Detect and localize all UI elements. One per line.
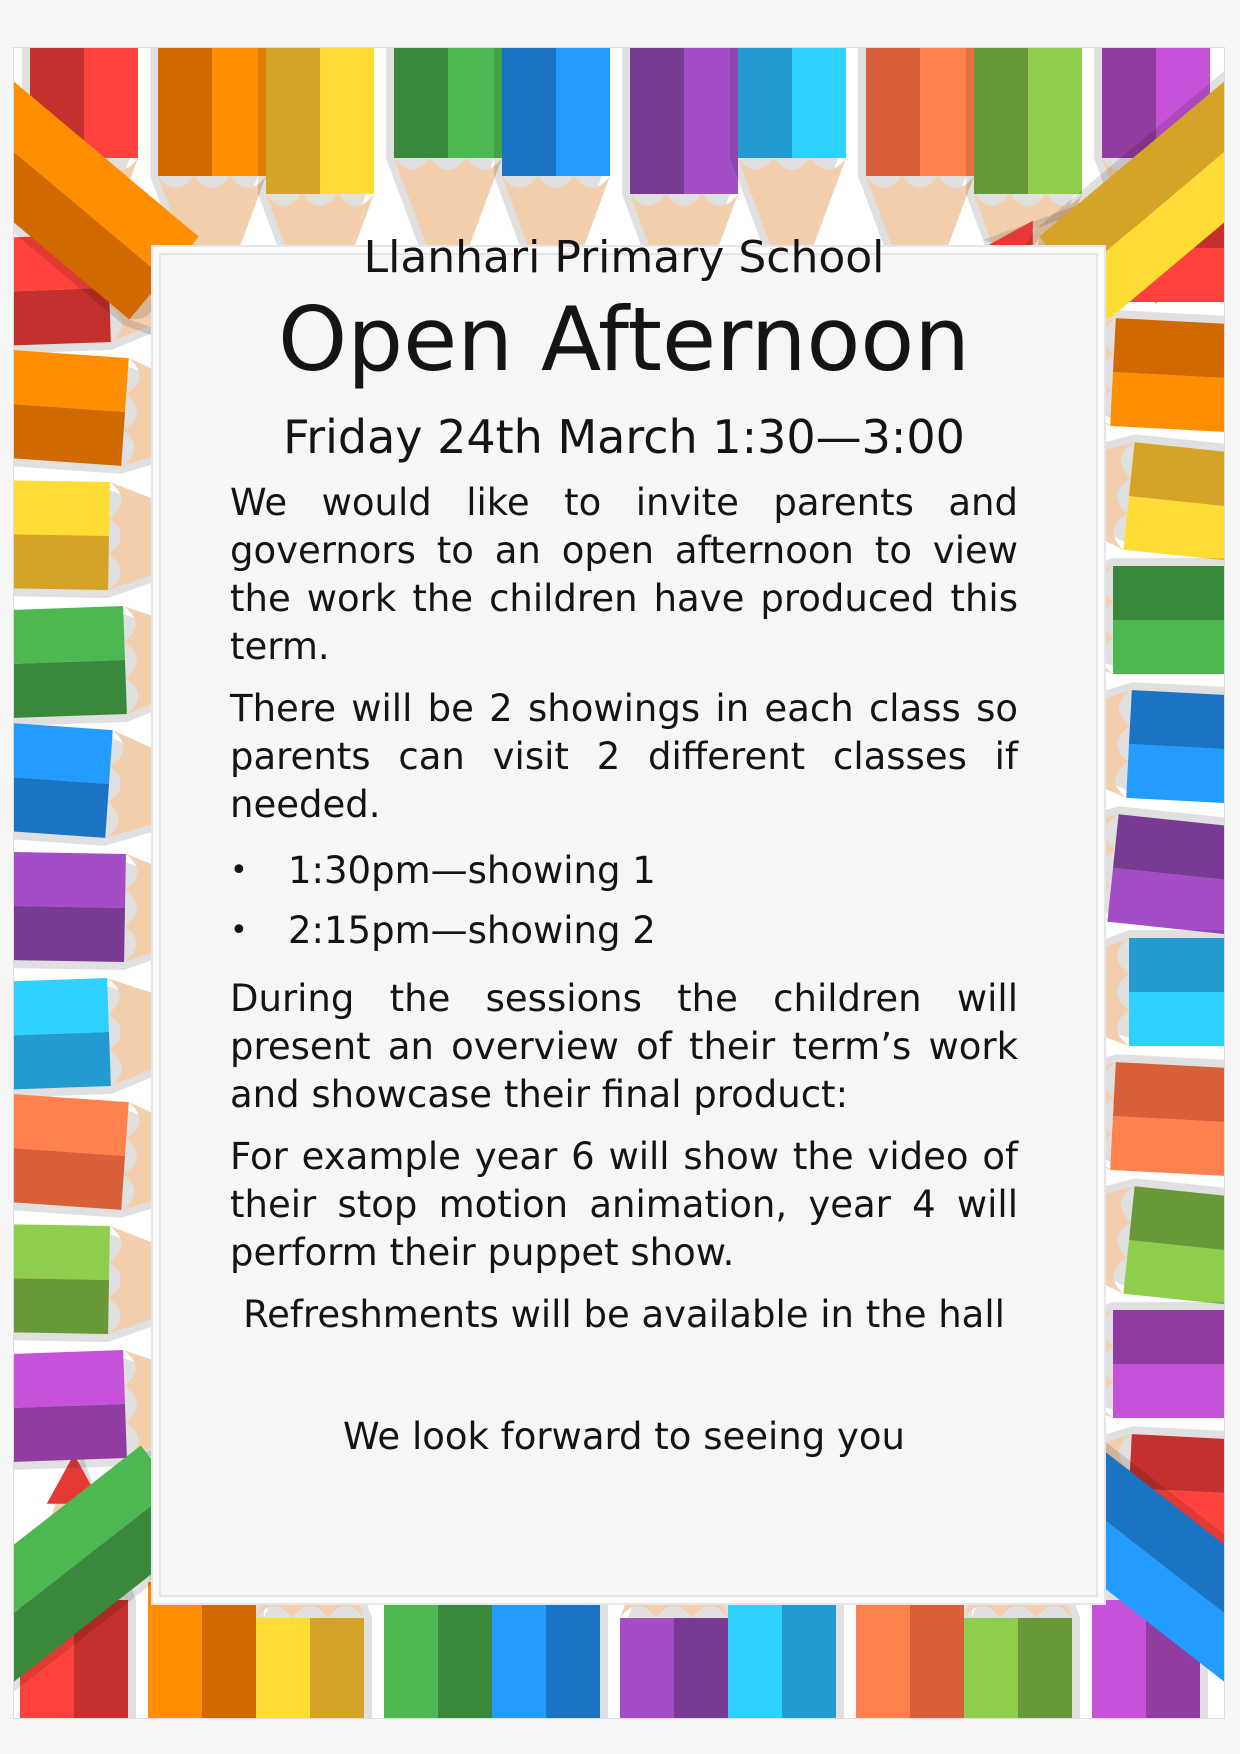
bullet-icon: • bbox=[230, 913, 248, 949]
school-name: Llanhari Primary School bbox=[363, 232, 885, 283]
showing-label: 2:15pm—showing 2 bbox=[288, 909, 656, 953]
closing-line: We look forward to seeing you bbox=[343, 1415, 905, 1459]
showing-label: 1:30pm—showing 1 bbox=[288, 849, 656, 893]
showings-list bbox=[230, 841, 1018, 961]
example-paragraph: For example year 6 will show the video of their stop motion animation, year 4 will perform their puppet show. bbox=[230, 1135, 1018, 1275]
showings-intro-paragraph: There will be 2 showings in each class so parents can visit 2 different classes if needed. bbox=[230, 687, 1018, 827]
poster-content bbox=[230, 232, 1018, 1461]
bullet-icon: • bbox=[230, 853, 248, 889]
event-datetime: Friday 24th March 1:30—3:00 bbox=[283, 409, 965, 464]
list-item bbox=[230, 901, 1018, 961]
sessions-paragraph: During the sessions the children will present an overview of their term’s work and showcase their final product: bbox=[230, 977, 1018, 1117]
list-item bbox=[230, 841, 1018, 901]
event-title: Open Afternoon bbox=[277, 287, 970, 391]
refreshments-note: Refreshments will be available in the hall bbox=[243, 1293, 1005, 1337]
invite-paragraph: We would like to invite parents and governors to an open afternoon to view the work the children have produced this term. bbox=[230, 481, 1018, 669]
